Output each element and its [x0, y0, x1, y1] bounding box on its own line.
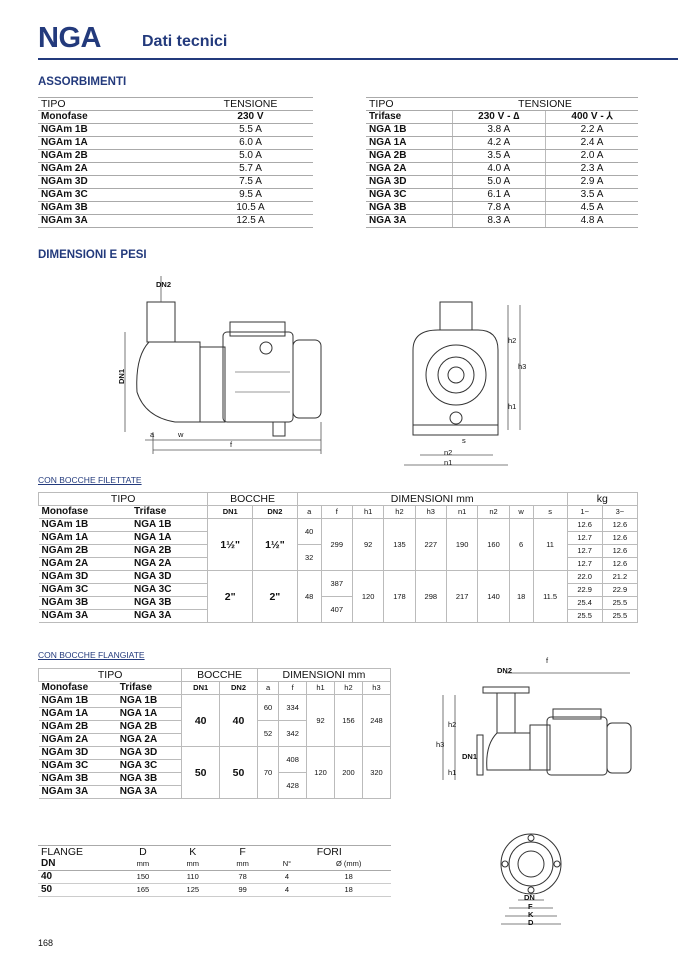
- cell: 2.9 A: [545, 176, 638, 189]
- cell: 12.7: [567, 558, 602, 571]
- page-title: NGA: [38, 22, 101, 54]
- table-trifase: [366, 97, 638, 228]
- cell: w: [509, 506, 533, 519]
- cell: 342: [279, 721, 307, 747]
- cell: NGAm 3C: [39, 584, 132, 597]
- cell: 408: [279, 747, 307, 773]
- table-row: [39, 571, 638, 584]
- cell: 50: [220, 747, 258, 799]
- cell: NGAm 3A: [39, 786, 117, 799]
- cell: 4.5 A: [545, 202, 638, 215]
- cell: N°: [282, 859, 292, 868]
- cell: 4.0 A: [452, 163, 545, 176]
- th-tensione: TENSIONE: [188, 98, 313, 111]
- cell: NGA 2B: [366, 150, 452, 163]
- cell: 387: [321, 571, 352, 597]
- cell: 5.7 A: [188, 163, 313, 176]
- cell: NGAm 2B: [39, 721, 117, 734]
- cell: 2.4 A: [545, 137, 638, 150]
- cell: NGAm 1A: [38, 137, 188, 150]
- cell: NGA 3B: [366, 202, 452, 215]
- cell: 160: [478, 519, 509, 571]
- cell: 299: [321, 519, 352, 571]
- cell: 18: [344, 872, 353, 881]
- cell: NGA 1B: [117, 695, 182, 708]
- cell: n2: [478, 506, 509, 519]
- cell: NGAm 2B: [39, 545, 132, 558]
- label-dn-flange: DN: [524, 893, 535, 902]
- cell: D: [139, 846, 147, 858]
- cell: 334: [279, 695, 307, 721]
- cell: NGAm 3B: [39, 597, 132, 610]
- table-row: [39, 695, 391, 708]
- cell: NGAm 3A: [39, 610, 132, 623]
- cell: 8.3 A: [452, 215, 545, 228]
- table-row: [39, 747, 391, 760]
- table-row: [366, 163, 638, 176]
- table-row: [39, 519, 638, 532]
- th-230v: 230 V: [188, 111, 313, 124]
- cell: NGAm 3B: [39, 773, 117, 786]
- cell: 165: [136, 885, 150, 894]
- cell: 99: [238, 885, 247, 894]
- cell: 12.7: [567, 532, 602, 545]
- cell: 10.5 A: [188, 202, 313, 215]
- label-dn1: DN1: [117, 368, 127, 385]
- label-n2: n2: [444, 448, 453, 457]
- cell: 7.8 A: [452, 202, 545, 215]
- cell: NGA 3D: [366, 176, 452, 189]
- cell: mm: [186, 859, 200, 868]
- cell: 135: [384, 519, 415, 571]
- cell: 25.5: [567, 610, 602, 623]
- cell: DN1: [208, 506, 253, 519]
- table-row: [38, 871, 391, 884]
- cell: NGAm 3C: [38, 189, 188, 202]
- label-a: a: [150, 430, 155, 439]
- cell: NGAm 1B: [39, 519, 132, 532]
- cell: 12.6: [602, 558, 637, 571]
- cell: n1: [446, 506, 477, 519]
- th-tipo: TIPO: [366, 98, 452, 111]
- cell: 12.6: [602, 532, 637, 545]
- flange-ring-drawing: [495, 830, 575, 930]
- th-monofase: Monofase: [38, 111, 188, 124]
- cell: F: [239, 846, 246, 858]
- cell: NGAm 2A: [38, 163, 188, 176]
- cell: h2: [384, 506, 415, 519]
- cell: 12.6: [602, 519, 637, 532]
- cell: 70: [257, 747, 278, 799]
- label-h2-flanged: h2: [448, 720, 457, 729]
- cell: 11: [533, 519, 567, 571]
- cell: 4.8 A: [545, 215, 638, 228]
- cell: NGAm 1B: [38, 124, 188, 137]
- table-row: [38, 163, 313, 176]
- cell: DIMENSIONI mm: [257, 669, 390, 682]
- cell: 125: [186, 885, 200, 894]
- th-trifase: Trifase: [366, 111, 452, 124]
- label-dn2-flanged: DN2: [497, 666, 513, 675]
- cell: DN2: [220, 682, 258, 695]
- cell: 40: [220, 695, 258, 747]
- cell: 298: [415, 571, 446, 623]
- cell: BOCCHE: [208, 493, 297, 506]
- cell: 3.8 A: [452, 124, 545, 137]
- cell: mm: [136, 859, 150, 868]
- cell: NGA 3C: [366, 189, 452, 202]
- cell: 2": [253, 571, 298, 623]
- cell: NGA 3D: [117, 747, 182, 760]
- cell: 25.5: [602, 610, 637, 623]
- cell: NGAm 2B: [38, 150, 188, 163]
- cell: 1½": [208, 519, 253, 571]
- table-row: [366, 150, 638, 163]
- section-dimensioni: DIMENSIONI E PESI: [38, 249, 147, 261]
- cell: 140: [478, 571, 509, 623]
- th-400v-star: 400 V - ⅄: [545, 111, 638, 124]
- cell: 50: [182, 747, 220, 799]
- cell: 18: [509, 571, 533, 623]
- th-tipo: TIPO: [38, 98, 188, 111]
- cell: NGA 3A: [131, 610, 208, 623]
- cell: 52: [257, 721, 278, 747]
- cell: NGA 3A: [117, 786, 182, 799]
- cell: FLANGE: [41, 846, 84, 858]
- cell: 25.4: [567, 597, 602, 610]
- label-s: s: [462, 436, 466, 445]
- table-row: [38, 189, 313, 202]
- cell: 2.0 A: [545, 150, 638, 163]
- cell: BOCCHE: [182, 669, 258, 682]
- table-monofase: [38, 97, 313, 228]
- cell: 320: [362, 747, 390, 799]
- label-f-flanged: f: [546, 656, 549, 665]
- cell: 22.9: [567, 584, 602, 597]
- cell: 9.5 A: [188, 189, 313, 202]
- cell: 6.0 A: [188, 137, 313, 150]
- cell: 1~: [567, 506, 602, 519]
- label-h1: h1: [508, 402, 517, 411]
- cell: 21.2: [602, 571, 637, 584]
- table-row: [38, 215, 313, 228]
- cell: 12.6: [567, 519, 602, 532]
- cell: 40: [182, 695, 220, 747]
- cell: 6: [509, 519, 533, 571]
- cell: NGAm 2A: [39, 558, 132, 571]
- cell: 190: [446, 519, 477, 571]
- cell: NGA 2A: [366, 163, 452, 176]
- cell: 12.6: [602, 545, 637, 558]
- cell: 40: [41, 871, 53, 882]
- table-filettate: [38, 492, 638, 623]
- cell: NGA 3B: [131, 597, 208, 610]
- cell: NGAm 1B: [39, 695, 117, 708]
- label-D-flange: D: [528, 918, 534, 927]
- table-row: [38, 202, 313, 215]
- th-230v-delta: 230 V - ∆: [452, 111, 545, 124]
- cell: 2.3 A: [545, 163, 638, 176]
- cell: 3.5 A: [545, 189, 638, 202]
- cell: f: [321, 506, 352, 519]
- cell: NGA 1A: [131, 532, 208, 545]
- cell: 12.7: [567, 545, 602, 558]
- cell: 11.5: [533, 571, 567, 623]
- table-row: [38, 137, 313, 150]
- cell: NGA 3C: [117, 760, 182, 773]
- header-rule: [38, 58, 678, 60]
- cell: h2: [335, 682, 363, 695]
- cell: NGAm 3D: [39, 571, 132, 584]
- table-row: [366, 202, 638, 215]
- table-flangiate: [38, 668, 391, 799]
- cell: a: [297, 506, 321, 519]
- table-row: [366, 189, 638, 202]
- cell: 78: [238, 872, 247, 881]
- cell: NGA 1B: [131, 519, 208, 532]
- cell: DN2: [253, 506, 298, 519]
- label-h2: h2: [508, 336, 517, 345]
- label-w: w: [178, 430, 184, 439]
- cell: Monofase: [39, 506, 132, 519]
- caption-filettate: CON BOCCHE FILETTATE: [38, 475, 142, 485]
- cell: 92: [352, 519, 383, 571]
- cell: NGA 1A: [366, 137, 452, 150]
- cell: NGAm 3C: [39, 760, 117, 773]
- caption-flangiate: CON BOCCHE FLANGIATE: [38, 650, 145, 660]
- cell: TIPO: [39, 493, 208, 506]
- cell: 200: [335, 747, 363, 799]
- cell: h1: [352, 506, 383, 519]
- cell: NGAm 3D: [39, 747, 117, 760]
- cell: NGA 3C: [131, 584, 208, 597]
- cell: 92: [307, 695, 335, 747]
- page-subtitle: Dati tecnici: [142, 33, 228, 50]
- label-F-flange: F: [528, 902, 533, 911]
- label-n1: n1: [444, 458, 453, 467]
- table-row: [366, 137, 638, 150]
- cell: 2": [208, 571, 253, 623]
- cell: 1½": [253, 519, 298, 571]
- cell: 110: [186, 872, 199, 881]
- cell: Ø (mm): [335, 859, 362, 868]
- cell: Monofase: [39, 682, 117, 695]
- cell: K: [189, 846, 197, 858]
- th-tensione: TENSIONE: [452, 98, 638, 111]
- cell: 248: [362, 695, 390, 747]
- cell: h3: [415, 506, 446, 519]
- cell: 120: [352, 571, 383, 623]
- cell: NGA 2A: [131, 558, 208, 571]
- cell: 217: [446, 571, 477, 623]
- cell: h3: [362, 682, 390, 695]
- cell: DN: [41, 858, 56, 869]
- cell: mm: [236, 859, 249, 868]
- cell: 22.0: [567, 571, 602, 584]
- cell: NGA 3D: [131, 571, 208, 584]
- cell: kg: [567, 493, 637, 506]
- cell: 120: [307, 747, 335, 799]
- cell: NGAm 3D: [38, 176, 188, 189]
- cell: 4: [284, 872, 290, 881]
- cell: 4: [284, 885, 290, 894]
- cell: 18: [344, 885, 353, 894]
- label-dn2: DN2: [156, 280, 172, 289]
- table-row: [38, 176, 313, 189]
- cell: 25.5: [602, 597, 637, 610]
- cell: NGA 2A: [117, 734, 182, 747]
- cell: NGAm 3B: [38, 202, 188, 215]
- cell: 12.5 A: [188, 215, 313, 228]
- cell: 5.0 A: [188, 150, 313, 163]
- cell: 3~: [602, 506, 637, 519]
- label-h3: h3: [518, 362, 527, 371]
- cell: 178: [384, 571, 415, 623]
- table-flange: [38, 845, 391, 897]
- cell: 5.0 A: [452, 176, 545, 189]
- cell: TIPO: [39, 669, 182, 682]
- cell: 7.5 A: [188, 176, 313, 189]
- cell: s: [533, 506, 567, 519]
- label-f: f: [230, 440, 233, 449]
- table-row: [38, 124, 313, 137]
- label-dn1-flanged: DN1: [462, 752, 478, 761]
- cell: 3.5 A: [452, 150, 545, 163]
- cell: NGAm 1A: [39, 532, 132, 545]
- cell: NGAm 2A: [39, 734, 117, 747]
- pump-side-view-drawing: [105, 272, 345, 467]
- cell: NGA 1A: [117, 708, 182, 721]
- cell: DN1: [182, 682, 220, 695]
- cell: 156: [335, 695, 363, 747]
- cell: 22.9: [602, 584, 637, 597]
- cell: 428: [279, 773, 307, 799]
- cell: NGAm 1A: [39, 708, 117, 721]
- cell: 60: [257, 695, 278, 721]
- table-row: [366, 124, 638, 137]
- cell: Trifase: [117, 682, 182, 695]
- cell: 150: [136, 872, 150, 881]
- cell: 40: [297, 519, 321, 545]
- cell: NGA 2B: [117, 721, 182, 734]
- table-row: [366, 176, 638, 189]
- cell: 50: [41, 884, 53, 895]
- cell: f: [279, 682, 307, 695]
- table-row: [38, 150, 313, 163]
- cell: 4.2 A: [452, 137, 545, 150]
- cell: a: [257, 682, 278, 695]
- table-row: [38, 884, 391, 897]
- cell: 5.5 A: [188, 124, 313, 137]
- table-row: [366, 215, 638, 228]
- label-h1-flanged: h1: [448, 768, 457, 777]
- cell: NGA 2B: [131, 545, 208, 558]
- cell: 6.1 A: [452, 189, 545, 202]
- label-K-flange: K: [528, 910, 534, 919]
- cell: Trifase: [131, 506, 208, 519]
- cell: DIMENSIONI mm: [297, 493, 567, 506]
- cell: h1: [307, 682, 335, 695]
- cell: FORI: [316, 846, 342, 858]
- page-number: 168: [38, 938, 54, 948]
- cell: NGA 1B: [366, 124, 452, 137]
- cell: 407: [321, 597, 352, 623]
- cell: NGA 3B: [117, 773, 182, 786]
- cell: 48: [297, 571, 321, 623]
- cell: 32: [297, 545, 321, 571]
- cell: 2.2 A: [545, 124, 638, 137]
- section-assorbimenti: ASSORBIMENTI: [38, 76, 127, 88]
- cell: NGA 3A: [366, 215, 452, 228]
- pump-flanged-side-drawing: [435, 665, 660, 795]
- cell: NGAm 3A: [38, 215, 188, 228]
- cell: 227: [415, 519, 446, 571]
- label-h3-flanged: h3: [436, 740, 445, 749]
